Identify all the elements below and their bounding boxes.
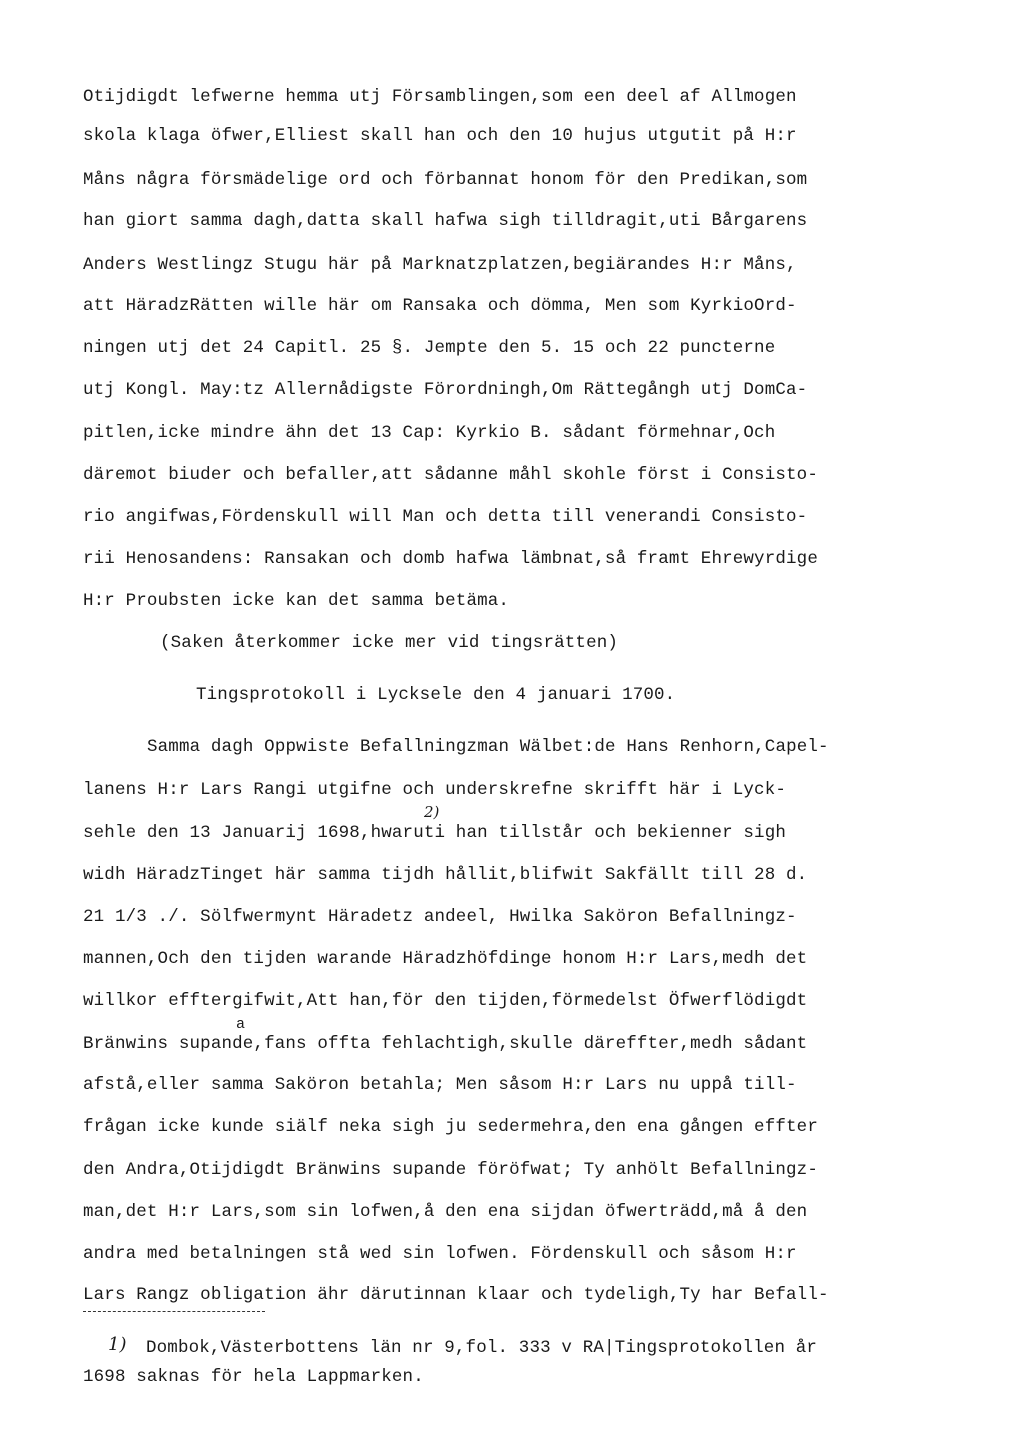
text-line: Bränwins supande,fans offta fehlachtigh,skulle däreffter,medh sådant — [83, 1034, 808, 1054]
footnote-divider — [83, 1311, 265, 1312]
section-heading: Tingsprotokoll i Lycksele den 4 januari 1700. — [196, 685, 676, 705]
footnote-reference: 2) — [424, 803, 440, 821]
text-line: H:r Proubsten icke kan det samma betäma. — [83, 591, 510, 611]
footnote-line: Dombok,Västerbottens län nr 9,fol. 333 v RA|Tingsprotokollen år — [146, 1338, 818, 1358]
text-line: utj Kongl. May:tz Allernådigste Förordningh,Om Rättegångh utj DomCa- — [83, 380, 808, 400]
text-line: han giort samma dagh,datta skall hafwa sigh tilldragit,uti Bårgarens — [83, 211, 808, 231]
text-line: den Andra,Otijdigdt Bränwins supande föröfwat; Ty anhölt Befallningz- — [83, 1160, 818, 1180]
text-line: willkor efftergifwit,Att han,för den tijden,förmedelst Öfwerflödigdt — [83, 991, 808, 1011]
text-line: Måns några försmädelige ord och förbannat honom för den Predikan,som — [83, 170, 808, 190]
text-line: rii Henosandens: Ransakan och domb hafwa lämbnat,så framt Ehrewyrdige — [83, 549, 818, 569]
text-line: Otijdigdt lefwerne hemma utj Församblingen,som een deel af Allmogen — [83, 87, 797, 107]
text-line: pitlen,icke mindre ähn det 13 Cap: Kyrkio B. sådant förmehnar,Och — [83, 423, 776, 443]
text-line: 21 1/3 ./. Sölfwermynt Häradetz andeel, Hwilka Saköron Befallningz- — [83, 907, 797, 927]
text-line: afstå,eller samma Saköron betahla; Men såsom H:r Lars nu uppå till- — [83, 1075, 797, 1095]
text-line: andra med betalningen stå wed sin lofwen. Fördenskull och såsom H:r — [83, 1244, 797, 1264]
text-line: att HäradzRätten wille här om Ransaka och dömma, Men som KyrkioOrd- — [83, 296, 797, 316]
text-line: däremot biuder och befaller,att sådanne måhl skohle först i Consisto- — [83, 465, 818, 485]
text-line: widh HäradzTinget här samma tijdh hållit,blifwit Sakfällt till 28 d. — [83, 865, 808, 885]
text-line: skola klaga öfwer,Elliest skall han och den 10 hujus utgutit på H:r — [83, 126, 797, 146]
text-line: lanens H:r Lars Rangi utgifne och underskrefne skrifft här i Lyck- — [83, 780, 787, 800]
text-line: rio angifwas,Fördenskull will Man och detta till venerandi Consisto- — [83, 507, 808, 527]
text-line: Samma dagh Oppwiste Befallningzman Wälbet:de Hans Renhorn,Capel- — [147, 737, 829, 757]
editorial-note: (Saken återkommer icke mer vid tingsrätten) — [160, 633, 619, 653]
text-line: man,det H:r Lars,som sin lofwen,å den ena sijdan öfwerträdd,må å den — [83, 1202, 808, 1222]
text-line: frågan icke kunde siälf neka sigh ju sedermehra,den ena gången effter — [83, 1117, 818, 1137]
text-line: Anders Westlingz Stugu här på Marknatzplatzen,begiärandes H:r Måns, — [83, 255, 797, 275]
footnote-marker: 1) — [108, 1334, 127, 1355]
text-line: mannen,Och den tijden warande Häradzhöfdinge honom H:r Lars,medh det — [83, 949, 808, 969]
text-line: sehle den 13 Januarij 1698,hwaruti han tillstår och bekienner sigh — [83, 823, 787, 843]
footnote-line: 1698 saknas för hela Lappmarken. — [83, 1367, 424, 1387]
text-line: Lars Rangz obligation ähr därutinnan klaar och tydeligh,Ty har Befall- — [83, 1285, 829, 1305]
correction-letter: a — [236, 1016, 246, 1033]
text-line: ningen utj det 24 Capitl. 25 §. Jempte den 5. 15 och 22 puncterne — [83, 338, 776, 358]
